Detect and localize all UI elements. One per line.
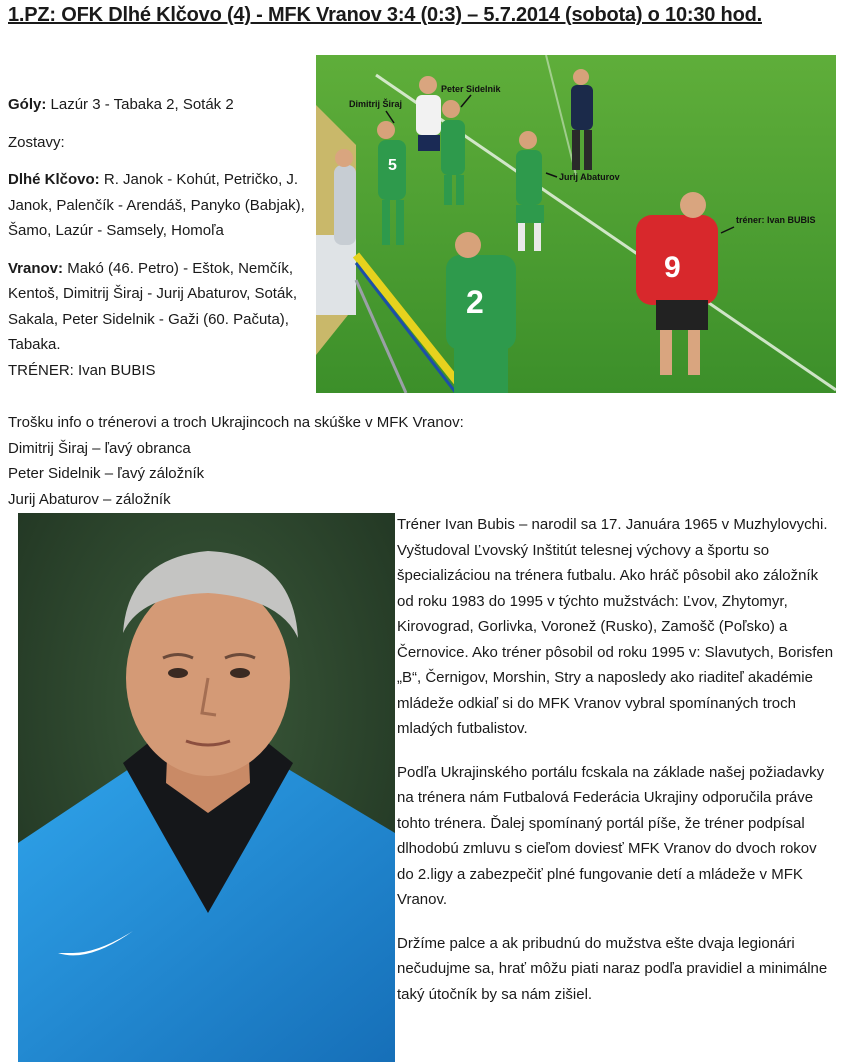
label-trainer: tréner: Ivan BUBIS [736, 215, 816, 225]
away-team-label: Vranov: [8, 259, 64, 277]
article-title: 1.PZ: OFK Dlhé Klčovo (4) - MFK Vranov 3:4 (0:3) – 5.7.2014 (sobota) o 10:30 hod. [8, 4, 762, 26]
info-player-sidelnik: Peter Sidelnik – ľavý záložník [8, 465, 205, 482]
info-player-siraj: Dimitrij Širaj – ľavý obranca [8, 439, 191, 457]
bio-paragraph-3: Držíme palce a ak pribudnú do mužstva ešte dvaja legionári nečudujme sa, hrať môžu piati naraz podľa pravidiel a minimálne taký útočník by sa nám zišiel. [397, 934, 828, 1003]
bio-paragraph-2: Podľa Ukrajinského portálu fcskala na základe našej požiadavky na trénera nám Futbalová Federácia Ukrajiny odporučila práve tohto trénera. Ďalej spomínaný portál píše, že tréner podpísal dlhodobú zmluvu s cieľom doviesť MFK Vranov do dvoch rokov do 2.ligy a zabezpečiť plné fungovanie detí a mládeže v MFK Vranov. [397, 763, 825, 908]
away-team-text: Makó (46. Petro) - Eštok, Nemčík, Kentoš, Dimitrij Širaj - Jurij Abaturov, Soták, Sakala, Peter Sidelnik - Gaži (60. Pačuta), Tabaka. [8, 259, 297, 353]
coach-portrait-image [18, 513, 395, 1062]
players-info [8, 410, 608, 512]
coach-bio [397, 512, 837, 1025]
bio-paragraph-1: Tréner Ivan Bubis – narodil sa 17. Januára 1965 v Muzhylovychi. Vyštudoval Ľvovský Inštitút telesnej výchovy a športu so špecializáciou na trénera futbalu. Ako hráč pôsobil ako záložník od roku 1983 do 1995 v týchto mužstvách: Ľvov, Zhytomyr, Kirovograd, Gorlivka, Voronež (Rusko), Zamošč (Poľsko) a Černovice. Ako tréner pôsobil od roku 1995 v: Slavutych, Borisfen „B“, Černigov, Morshin, Stry a naposledy ako riaditeľ akadémie mládeže odkiaľ si do MFK Vranov vybral spomínaných troch mladých futbalistov. [397, 516, 834, 737]
info-intro: Trošku info o trénerovi a troch Ukrajincoch na skúške v MFK Vranov: [8, 414, 464, 431]
team-photo-image [316, 55, 836, 393]
info-player-abaturov: Jurij Abaturov – záložník [8, 490, 171, 508]
jersey-number-2: 2 [466, 284, 484, 320]
label-sidelnik: Peter Sidelnik [441, 84, 501, 94]
goals-label: Góly: [8, 96, 47, 113]
home-team-label: Dlhé Klčovo: [8, 171, 100, 188]
match-details [8, 92, 313, 383]
coach-line: TRÉNER: Ivan BUBIS [8, 361, 156, 379]
label-abaturov: Jurij Abaturov [559, 172, 620, 182]
team-photo [316, 55, 836, 393]
label-siraj: Dimitrij Širaj [349, 99, 403, 109]
coach-portrait [18, 513, 395, 1062]
jersey-number-5: 5 [388, 157, 397, 174]
goals-text: Lazúr 3 - Tabaka 2, Soták 2 [46, 96, 234, 113]
goals-line [8, 92, 313, 118]
home-lineup [8, 167, 313, 244]
lineups-heading: Zostavy: [8, 133, 65, 151]
home-team-text: R. Janok - Kohút, Petričko, J. Janok, Palenčík - Arendáš, Panyko (Babjak), Šamo, Lazúr - Samsely, Homoľa [8, 171, 305, 239]
jersey-number-9: 9 [664, 251, 681, 284]
away-lineup [8, 256, 313, 358]
